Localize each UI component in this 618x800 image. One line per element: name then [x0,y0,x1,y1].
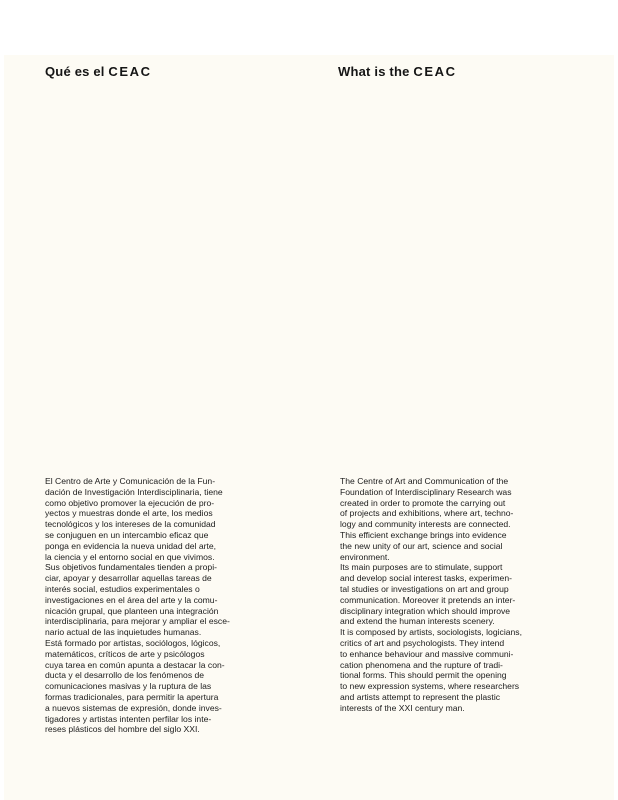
english-text-line: critics of art and psychologists. They intend [340,637,505,648]
english-text-line: to new expression systems, where researchers [340,681,520,692]
english-text-line: the new unity of our art, science and social [340,540,503,551]
spanish-heading-brand: CEAC [108,64,152,79]
english-text-line: It is composed by artists, sociologists, logicians, [340,627,522,638]
spanish-heading [45,64,152,79]
english-text-line: The Centre of Art and Communication of the [340,476,509,486]
spanish-text-line: Está formado por artistas, sociólogos, lógicos, [45,637,221,648]
spanish-text-line: nicación grupal, que planteen una integración [45,605,219,616]
spanish-text-line: la ciencia y el entorno social en que vivimos. [45,551,215,562]
english-heading-prefix: What is the [338,64,410,79]
spanish-text-line: yectos y muestras donde el arte, los medios [45,508,213,519]
spanish-text-line: como objetivo promover la ejecución de pro- [45,497,215,508]
english-text-line: interests of the XXI century man. [340,702,465,713]
spanish-text-line: tecnológicos y los intereses de la comunidad [45,519,216,530]
spanish-text-line: investigaciones en el área del arte y la comu- [45,594,218,605]
english-heading-brand: CEAC [413,64,457,79]
spanish-text-line: El Centro de Arte y Comunicación de la Fun- [45,476,216,486]
spanish-text-line: Sus objetivos fundamentales tienden a propi- [45,562,217,573]
spanish-text-line: a nuevos sistemas de expresión, donde inves- [45,702,222,713]
spanish-text-line: ponga en evidencia la nueva unidad del arte, [45,540,217,551]
spanish-text-line: reses plásticos del hombre del siglo XXI. [45,724,200,735]
english-text-line: and develop social interest tasks, experimen- [340,573,512,584]
english-heading [338,64,457,79]
spanish-text-line: formas tradicionales, para permitir la apertura [45,691,219,702]
english-text-line: This efficient exchange brings into evidence [340,529,507,540]
english-text-line: environment. [340,551,390,562]
english-text-line: Foundation of Interdisciplinary Research was [340,486,512,497]
spanish-text-line: interés social, estudios experimentales o [45,583,200,594]
english-text-line: of projects and exhibitions, where art, techno- [340,508,514,519]
spanish-heading-prefix: Qué es el [45,64,105,79]
english-text-line: tional forms. This should permit the opening [340,670,507,681]
english-text-line: tal studies or investigations on art and group [340,583,509,594]
english-text-line: to enhance behaviour and massive communi- [340,648,514,659]
spanish-text-line: dación de Investigación Interdisciplinaria, tiene [45,486,223,497]
english-text-line: and artists attempt to represent the plastic [340,691,501,702]
spanish-text-line: tigadores y artistas intenten perfilar los inte- [45,713,212,724]
english-text-line: and extend the human interests scenery. [340,616,495,627]
spanish-text-line: interdisciplinaria, para mejorar y ampliar el esce- [45,616,230,627]
spanish-body-text [45,476,230,735]
english-text-line: disciplinary integration which should improve [340,605,511,616]
spanish-text-line: comunicaciones masivas y la ruptura de las [45,681,212,692]
spanish-text-line: ducta y el desarrollo de los fenómenos de [45,670,205,681]
spanish-text-line: cuya tarea en común apunta a destacar la con- [45,659,225,670]
english-text-line: logy and community interests are connected. [340,519,511,530]
english-text-line: communication. Moreover it pretends an inter- [340,594,516,605]
english-text-line: cation phenomena and the rupture of tradi- [340,659,503,670]
english-text-line: created in order to promote the carrying out [340,497,506,508]
spanish-text-line: nario actual de las inquietudes humanas. [45,627,202,638]
spanish-text-line: ciar, apoyar y desarrollar aquellas tareas de [45,573,212,584]
english-body-text [340,476,522,714]
spanish-text-line: matemáticos, críticos de arte y psicólogos [45,648,205,659]
english-text-line: Its main purposes are to stimulate, support [340,562,503,573]
spanish-text-line: se conjuguen en un intercambio eficaz que [45,529,209,540]
